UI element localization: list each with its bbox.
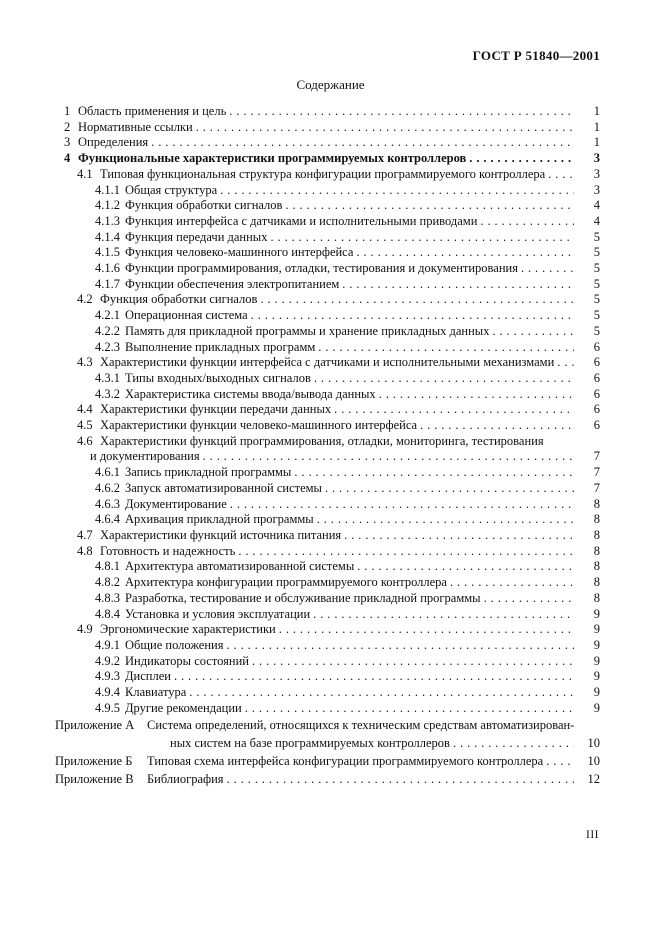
leader-dots	[230, 497, 574, 513]
toc-entry-page: 9	[593, 622, 600, 637]
leader-dots	[203, 449, 574, 465]
toc-entry-page: 9	[593, 700, 600, 715]
toc-entry-title: Характеристики функций источника питания	[100, 527, 342, 542]
toc-entry	[95, 183, 600, 199]
leader-dots	[469, 151, 574, 167]
toc-entry-number: 4.9.1	[95, 637, 120, 652]
toc-entry-number: 4.8	[77, 543, 93, 558]
leader-dots	[279, 622, 574, 638]
toc-entry-number: 4.8.3	[95, 590, 120, 605]
toc-entry-number: Приложение А	[55, 718, 135, 733]
toc-entry-page: 5	[593, 276, 600, 291]
toc-entry-number: 4.7	[77, 527, 93, 542]
toc-entry-page: 10	[587, 736, 600, 751]
leader-dots	[557, 355, 574, 371]
leader-dots	[174, 669, 574, 685]
leader-dots	[196, 120, 574, 136]
toc-entry-title: Функциональные характеристики программируемых контроллеров	[78, 151, 467, 166]
toc-entry-page: 1	[593, 135, 600, 150]
toc-entry	[95, 340, 600, 356]
toc-entry-page: 9	[593, 637, 600, 652]
leader-dots	[342, 277, 574, 293]
toc-entry-page: 7	[593, 480, 600, 495]
toc-entry-number: 4.1.6	[95, 261, 120, 276]
toc-entry	[95, 559, 600, 575]
toc-entry-number: 4.1.2	[95, 198, 120, 213]
toc-entry-number: 4.8.1	[95, 559, 120, 574]
leader-dots	[245, 701, 574, 717]
toc-entry	[64, 104, 600, 120]
toc-entry	[64, 135, 600, 151]
toc-entry-page: 6	[593, 402, 600, 417]
leader-dots	[220, 183, 574, 199]
toc-entry-number: 4.1	[77, 166, 93, 181]
toc-entry-page: 6	[593, 370, 600, 385]
toc-entry	[77, 434, 600, 450]
leader-dots	[548, 167, 574, 183]
toc-entry	[77, 167, 600, 183]
toc-entry	[170, 736, 600, 752]
toc-entry-title: Характеристики функции человеко-машинного интерфейса	[100, 418, 418, 433]
toc-entry-title: Характеристики функции интерфейса с датчиками и исполнительными механизмами	[100, 355, 555, 370]
toc-entry	[95, 607, 600, 623]
toc-entry-number: 4.9.4	[95, 685, 120, 700]
toc-entry-page: 5	[593, 229, 600, 244]
toc-entry-page: 8	[593, 575, 600, 590]
leader-dots	[318, 340, 574, 356]
leader-dots	[453, 736, 574, 752]
toc-entry	[95, 245, 600, 261]
folio-page-number: III	[586, 829, 599, 841]
toc-entry-page: 4	[593, 198, 600, 213]
toc-entry	[95, 701, 600, 717]
toc-entry-number: 4.4	[77, 402, 93, 417]
toc-entry-number: 4.9.3	[95, 669, 120, 684]
toc-entry-title: Функция обработки сигналов	[100, 292, 258, 307]
toc-entry-title: Память для прикладной программы и хранение прикладных данных	[125, 323, 490, 338]
toc-entry-number: 4.3	[77, 355, 93, 370]
toc-entry-title: Другие рекомендации	[125, 700, 242, 715]
leader-dots	[492, 324, 574, 340]
toc-entry	[95, 324, 600, 340]
leader-dots	[357, 559, 574, 575]
toc-entry	[95, 198, 600, 214]
toc-entry	[55, 772, 600, 788]
toc-entry-title: Эргономические характеристики	[100, 622, 276, 637]
toc-entry-title: Индикаторы состояний	[125, 653, 249, 668]
toc-entry-page: 6	[593, 386, 600, 401]
toc-entry-number: 4.2.2	[95, 323, 120, 338]
leader-dots	[252, 654, 574, 670]
leader-dots	[270, 230, 574, 246]
leader-dots	[226, 638, 574, 654]
toc-entry	[77, 402, 600, 418]
leader-dots	[450, 575, 574, 591]
toc-entry-number: 2	[64, 119, 71, 134]
toc-entry-page: 12	[587, 771, 600, 786]
toc-entry	[95, 481, 600, 497]
toc-entry-title: Запись прикладной программы	[125, 465, 292, 480]
toc-entry	[95, 387, 600, 403]
toc-entry-page: 9	[593, 653, 600, 668]
toc-entry-number: 4	[64, 151, 71, 166]
toc-entry-page: 5	[593, 245, 600, 260]
toc-entry-page: 7	[593, 449, 600, 464]
leader-dots	[151, 135, 574, 151]
toc-entry-number: 4.6	[77, 433, 93, 448]
toc-entry	[95, 575, 600, 591]
leader-dots	[314, 371, 574, 387]
toc-entry	[55, 718, 600, 734]
toc-entry-number: 4.6.1	[95, 465, 120, 480]
toc-entry	[64, 151, 600, 167]
leader-dots	[189, 685, 574, 701]
toc-entry-title: Общие положения	[125, 637, 224, 652]
toc-entry-title: Функции программирования, отладки, тестирования и документирования	[125, 261, 518, 276]
toc-entry	[77, 418, 600, 434]
toc-entry-number: 4.8.2	[95, 575, 120, 590]
toc-entry	[95, 512, 600, 528]
toc-entry-number: 4.1.7	[95, 276, 120, 291]
toc-entry	[95, 277, 600, 293]
toc-entry	[77, 622, 600, 638]
toc-entry	[77, 292, 600, 308]
toc-entry-number: 4.9.2	[95, 653, 120, 668]
toc-entry	[95, 497, 600, 513]
toc-entry-title: Клавиатура	[125, 685, 187, 700]
toc-entry-title: Типы входных/выходных сигналов	[125, 370, 311, 385]
toc-entry-number: 4.6.2	[95, 480, 120, 495]
leader-dots	[356, 245, 574, 261]
toc-entry-number: 4.2	[77, 292, 93, 307]
toc-entry-title: Архитектура автоматизированной системы	[125, 559, 355, 574]
toc-entry-number: Приложение В	[55, 771, 134, 786]
leader-dots	[227, 772, 574, 788]
toc-entry-title: и документирования	[90, 449, 200, 464]
toc-entry-page: 9	[593, 669, 600, 684]
toc-entry-title: Установка и условия эксплуатации	[125, 606, 311, 621]
toc-entry-title: Функция обработки сигналов	[125, 198, 283, 213]
toc-entry-title: Система определений, относящихся к техническим средствам автоматизирован-	[147, 718, 575, 733]
toc-entry	[95, 685, 600, 701]
toc-entry-number: 4.1.5	[95, 245, 120, 260]
toc-entry	[95, 591, 600, 607]
toc-entry-title: Запуск автоматизированной системы	[125, 480, 322, 495]
toc-entry	[95, 654, 600, 670]
toc-entry	[77, 544, 600, 560]
toc-entry-title: Операционная система	[125, 308, 248, 323]
toc-entry-title: Готовность и надежность	[100, 543, 236, 558]
toc-entry-page: 6	[593, 339, 600, 354]
toc-entry-page: 3	[593, 182, 600, 197]
toc-entry-number: 1	[64, 104, 71, 118]
toc-entry	[90, 449, 600, 465]
toc-entry	[95, 669, 600, 685]
toc-entry	[77, 528, 600, 544]
leader-dots	[238, 544, 574, 560]
toc-entry	[95, 465, 600, 481]
leader-dots	[285, 198, 574, 214]
leader-dots	[294, 465, 574, 481]
toc-entry-number: 4.1.4	[95, 229, 120, 244]
toc-entry-title: Нормативные ссылки	[78, 119, 193, 134]
toc-entry-title: Функция передачи данных	[125, 229, 268, 244]
leader-dots	[420, 418, 574, 434]
toc-entry-page: 9	[593, 606, 600, 621]
toc-entry-page: 10	[587, 753, 600, 768]
toc-entry-title: Определения	[78, 135, 149, 150]
toc-entry-title: Характеристика системы ввода/вывода данных	[125, 386, 376, 401]
toc-entry-title: Общая структура	[125, 182, 218, 197]
toc-entry-number: 4.9	[77, 622, 93, 637]
toc-entry-title: Характеристики функции передачи данных	[100, 402, 332, 417]
document-number: ГОСТ Р 51840—2001	[472, 48, 600, 63]
toc-entry-page: 1	[593, 119, 600, 134]
toc-entry-title: Типовая функциональная структура конфигурации программируемого контроллера	[100, 166, 546, 181]
toc-entry	[77, 355, 600, 371]
leader-dots	[546, 754, 574, 770]
toc-entry-number: Приложение Б	[55, 753, 133, 768]
table-of-contents	[0, 104, 600, 787]
leader-dots	[313, 607, 574, 623]
toc-entry-number: 4.2.1	[95, 308, 120, 323]
toc-entry-page: 8	[593, 543, 600, 558]
toc-entry-title: Функция человеко-машинного интерфейса	[125, 245, 354, 260]
toc-entry-page: 7	[593, 465, 600, 480]
toc-entry-page: 5	[593, 292, 600, 307]
leader-dots	[480, 214, 574, 230]
toc-entry-number: 4.9.5	[95, 700, 120, 715]
toc-entry-title: Архитектура конфигурации программируемого контроллера	[125, 575, 447, 590]
toc-entry-title: Характеристики функций программирования, отладки, мониторинга, тестирования	[100, 433, 544, 448]
toc-entry-number: 4.1.1	[95, 182, 120, 197]
toc-entry-page: 3	[593, 151, 600, 166]
toc-entry	[55, 754, 600, 770]
toc-entry-page: 8	[593, 527, 600, 542]
toc-entry-title: Библиография	[147, 771, 224, 786]
toc-entry-page: 8	[593, 559, 600, 574]
toc-entry	[95, 308, 600, 324]
page-title: Содержание	[296, 77, 365, 92]
toc-entry-number: 3	[64, 135, 71, 150]
leader-dots	[334, 402, 574, 418]
toc-entry-number: 4.8.4	[95, 606, 120, 621]
toc-entry	[64, 120, 600, 136]
toc-entry-page: 4	[593, 213, 600, 228]
toc-entry	[95, 638, 600, 654]
toc-entry-title: Дисплеи	[125, 669, 171, 684]
leader-dots	[325, 481, 574, 497]
toc-entry-page: 8	[593, 496, 600, 511]
toc-entry-number: 4.3.2	[95, 386, 120, 401]
leader-dots	[521, 261, 574, 277]
leader-dots	[260, 292, 574, 308]
toc-entry-number: 4.5	[77, 418, 93, 433]
toc-entry-page: 5	[593, 261, 600, 276]
toc-entry-number: 4.3.1	[95, 370, 120, 385]
toc-entry-page: 9	[593, 685, 600, 700]
leader-dots	[317, 512, 574, 528]
toc-entry	[95, 371, 600, 387]
toc-entry-page: 1	[593, 104, 600, 118]
toc-entry-title: Типовая схема интерфейса конфигурации программируемого контроллера	[147, 753, 544, 768]
toc-entry-title: Выполнение прикладных программ	[125, 339, 316, 354]
toc-entry-page: 6	[593, 355, 600, 370]
leader-dots	[344, 528, 574, 544]
leader-dots	[251, 308, 574, 324]
toc-entry-page: 3	[593, 166, 600, 181]
leader-dots	[379, 387, 574, 403]
toc-entry-title: Документирование	[125, 496, 227, 511]
toc-entry-number: 4.2.3	[95, 339, 120, 354]
leader-dots	[484, 591, 574, 607]
toc-entry-title: Разработка, тестирование и обслуживание прикладной программы	[125, 590, 481, 605]
toc-entry-title: Архивация прикладной программы	[125, 512, 314, 527]
toc-entry-page: 5	[593, 308, 600, 323]
toc-entry-number: 4.1.3	[95, 213, 120, 228]
toc-entry-title: Функция интерфейса с датчиками и исполнительными приводами	[125, 213, 478, 228]
leader-dots	[229, 104, 574, 120]
toc-entry	[95, 230, 600, 246]
toc-entry-page: 8	[593, 512, 600, 527]
toc-entry-title: Функции обеспечения электропитанием	[125, 276, 340, 291]
toc-entry-page: 6	[593, 418, 600, 433]
toc-entry-page: 5	[593, 323, 600, 338]
toc-entry-page: 8	[593, 590, 600, 605]
toc-entry-title: Область применения и цель	[78, 104, 227, 118]
toc-entry-number: 4.6.3	[95, 496, 120, 511]
toc-entry	[95, 261, 600, 277]
toc-entry-title: ных систем на базе программируемых контроллеров	[170, 736, 450, 751]
toc-entry-number: 4.6.4	[95, 512, 120, 527]
toc-entry	[95, 214, 600, 230]
